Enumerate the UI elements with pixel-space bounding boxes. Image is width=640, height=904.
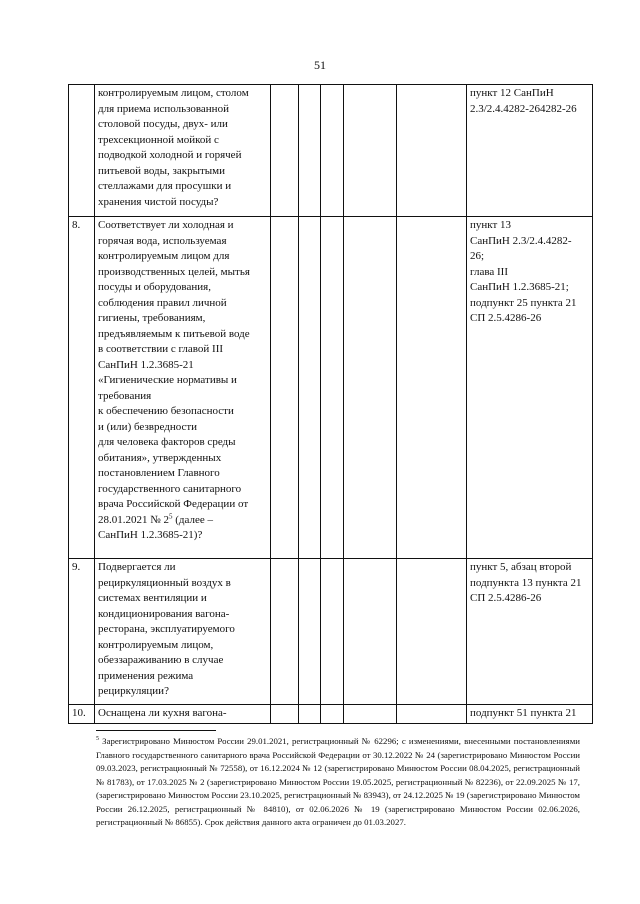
reference-line: пункт 13 bbox=[470, 219, 512, 231]
question-line: столовой посуды, двух- или bbox=[98, 118, 228, 130]
question-line: рециркуляционный воздух в bbox=[98, 576, 231, 589]
question-line: системах вентиляции и bbox=[98, 592, 207, 604]
question-line: подводкой холодной и горячей bbox=[98, 149, 242, 161]
table-row bbox=[69, 217, 593, 559]
question-line: посуды и оборудования, bbox=[98, 281, 211, 293]
reference-cell bbox=[467, 559, 593, 705]
question-line: к обеспечению безопасности bbox=[98, 405, 234, 417]
question-line: СанПиН 1.2.3685-21 bbox=[98, 358, 194, 371]
question-line: производственных целей, мытья bbox=[98, 265, 250, 278]
reference-line: СП 2.5.4286-26 bbox=[470, 592, 542, 604]
question-line: соблюдения правил личной bbox=[98, 296, 227, 309]
blank-cell bbox=[397, 559, 467, 705]
answer-no-cell bbox=[299, 559, 321, 705]
question-line-suffix: (далее – bbox=[172, 513, 213, 526]
table-row bbox=[69, 85, 593, 217]
question-line: предъявляемым к питьевой воде bbox=[98, 327, 250, 340]
question-line: обеззараживанию в случае bbox=[98, 654, 224, 666]
question-line: «Гигиенические нормативы и bbox=[98, 374, 237, 386]
blank-cell bbox=[344, 85, 397, 217]
reference-line: глава III bbox=[470, 265, 508, 278]
question-line: горячая вода, используемая bbox=[98, 234, 227, 247]
question-line: обитания», утвержденных bbox=[98, 451, 222, 464]
question-line: трехсекционной мойкой с bbox=[98, 133, 219, 146]
page-number: 51 bbox=[314, 58, 326, 72]
question-line-with-footnote bbox=[98, 513, 267, 529]
question-line: в соответствии с главой III bbox=[98, 343, 224, 355]
row-number: 10. bbox=[69, 705, 95, 724]
footnote bbox=[96, 733, 580, 830]
footnote-marker: 5 bbox=[96, 736, 99, 742]
question-cell bbox=[95, 705, 271, 724]
question-line: питьевой воды, закрытыми bbox=[98, 164, 226, 177]
question-cell bbox=[95, 559, 271, 705]
blank-cell bbox=[344, 705, 397, 724]
question-line: хранения чистой посуды? bbox=[98, 195, 219, 208]
footnote-text: Зарегистрировано Минюстом России 29.01.2021, регистрационный № 62296; с изменениями, внесенными постановлениями Главного государственного санитарного врача Российской Федерации от 30.12.2022 № 24 (зарегистрировано Минюстом России 09.03.2023, регистрационный № 72558), от 16.12.2024 № 12 (зарегистрировано Минюстом России 08.04.2025, регистрационный № 81783), от 17.03.2025 № 2 (зарегистрировано Минюстом России 19.05.2025, регистрационный № 82236), от 22.09.2025 № 17, (зарегистрировано Минюстом России 23.10.2025, регистрационный № 83943), от 24.12.2025 № 19 (зарегистрировано Минюстом России 26.12.2025, регистрационный № 84810), от 02.06.2026 № 19 (зарегистрировано Минюстом России 02.06.2026, регистрационный № 86855). Срок действия данного акта ограничен до 01.03.2027. bbox=[96, 735, 581, 828]
reference-line: подпункт 51 пункта 21 bbox=[470, 707, 577, 719]
reference-line: СП 2.5.4286-26 bbox=[470, 312, 542, 324]
reference-line: 26; bbox=[470, 250, 485, 262]
question-line: Оснащена ли кухня вагона- bbox=[98, 707, 227, 719]
reference-line: подпункта 13 пункта 21 bbox=[470, 576, 582, 589]
question-line: СанПиН 1.2.3685-21)? bbox=[98, 529, 203, 541]
question-line: 28.01.2021 № 2 bbox=[98, 513, 169, 526]
question-line: врача Российской Федерации от bbox=[98, 498, 249, 510]
question-line: стеллажами для просушки и bbox=[98, 180, 232, 192]
question-line: и (или) безвредности bbox=[98, 420, 198, 433]
blank-cell bbox=[344, 559, 397, 705]
answer-yes-cell bbox=[271, 705, 299, 724]
reference-line: пункт 5, абзац второй bbox=[470, 561, 572, 573]
question-line: контролируемым лицом, столом bbox=[98, 87, 249, 99]
answer-yes-cell bbox=[271, 217, 299, 559]
question-line: рециркуляции? bbox=[98, 685, 169, 697]
answer-na-cell bbox=[321, 705, 344, 724]
answer-no-cell bbox=[299, 705, 321, 724]
reference-line: 2.3/2.4.4282-264282-26 bbox=[470, 102, 577, 115]
reference-cell bbox=[467, 217, 593, 559]
question-line: кондиционирования вагона- bbox=[98, 607, 230, 620]
question-line: контролируемым лицом, bbox=[98, 638, 214, 651]
question-line: Подвергается ли bbox=[98, 561, 176, 573]
question-cell bbox=[95, 217, 271, 559]
row-number bbox=[69, 85, 95, 217]
reference-cell bbox=[467, 705, 593, 724]
table-row bbox=[69, 705, 593, 724]
answer-no-cell bbox=[299, 85, 321, 217]
checklist-table bbox=[68, 84, 593, 724]
blank-cell bbox=[397, 217, 467, 559]
table-row bbox=[69, 559, 593, 705]
row-number: 9. bbox=[69, 559, 95, 705]
question-line: гигиены, требованиям, bbox=[98, 312, 206, 324]
answer-na-cell bbox=[321, 217, 344, 559]
question-line: применения режима bbox=[98, 669, 194, 682]
question-line: требования bbox=[98, 389, 152, 402]
answer-no-cell bbox=[299, 217, 321, 559]
question-line: контролируемым лицом для bbox=[98, 250, 230, 262]
question-line: государственного санитарного bbox=[98, 482, 242, 495]
question-line: Соответствует ли холодная и bbox=[98, 219, 234, 231]
footnote-marker: 5 bbox=[169, 511, 173, 520]
answer-na-cell bbox=[321, 559, 344, 705]
question-line: постановлением Главного bbox=[98, 467, 220, 479]
blank-cell bbox=[344, 217, 397, 559]
answer-yes-cell bbox=[271, 85, 299, 217]
reference-line: подпункт 25 пункта 21 bbox=[470, 296, 577, 309]
footnote-separator bbox=[96, 730, 216, 731]
blank-cell bbox=[397, 85, 467, 217]
answer-na-cell bbox=[321, 85, 344, 217]
reference-line: СанПиН 1.2.3685-21; bbox=[470, 281, 569, 293]
row-number: 8. bbox=[69, 217, 95, 559]
reference-line: пункт 12 СанПиН bbox=[470, 87, 554, 99]
question-line: для приема использованной bbox=[98, 102, 229, 115]
answer-yes-cell bbox=[271, 559, 299, 705]
reference-line: СанПиН 2.3/2.4.4282- bbox=[470, 234, 572, 247]
question-cell bbox=[95, 85, 271, 217]
question-line: для человека факторов среды bbox=[98, 436, 236, 448]
question-line: ресторана, эксплуатируемого bbox=[98, 623, 235, 635]
reference-cell bbox=[467, 85, 593, 217]
blank-cell bbox=[397, 705, 467, 724]
